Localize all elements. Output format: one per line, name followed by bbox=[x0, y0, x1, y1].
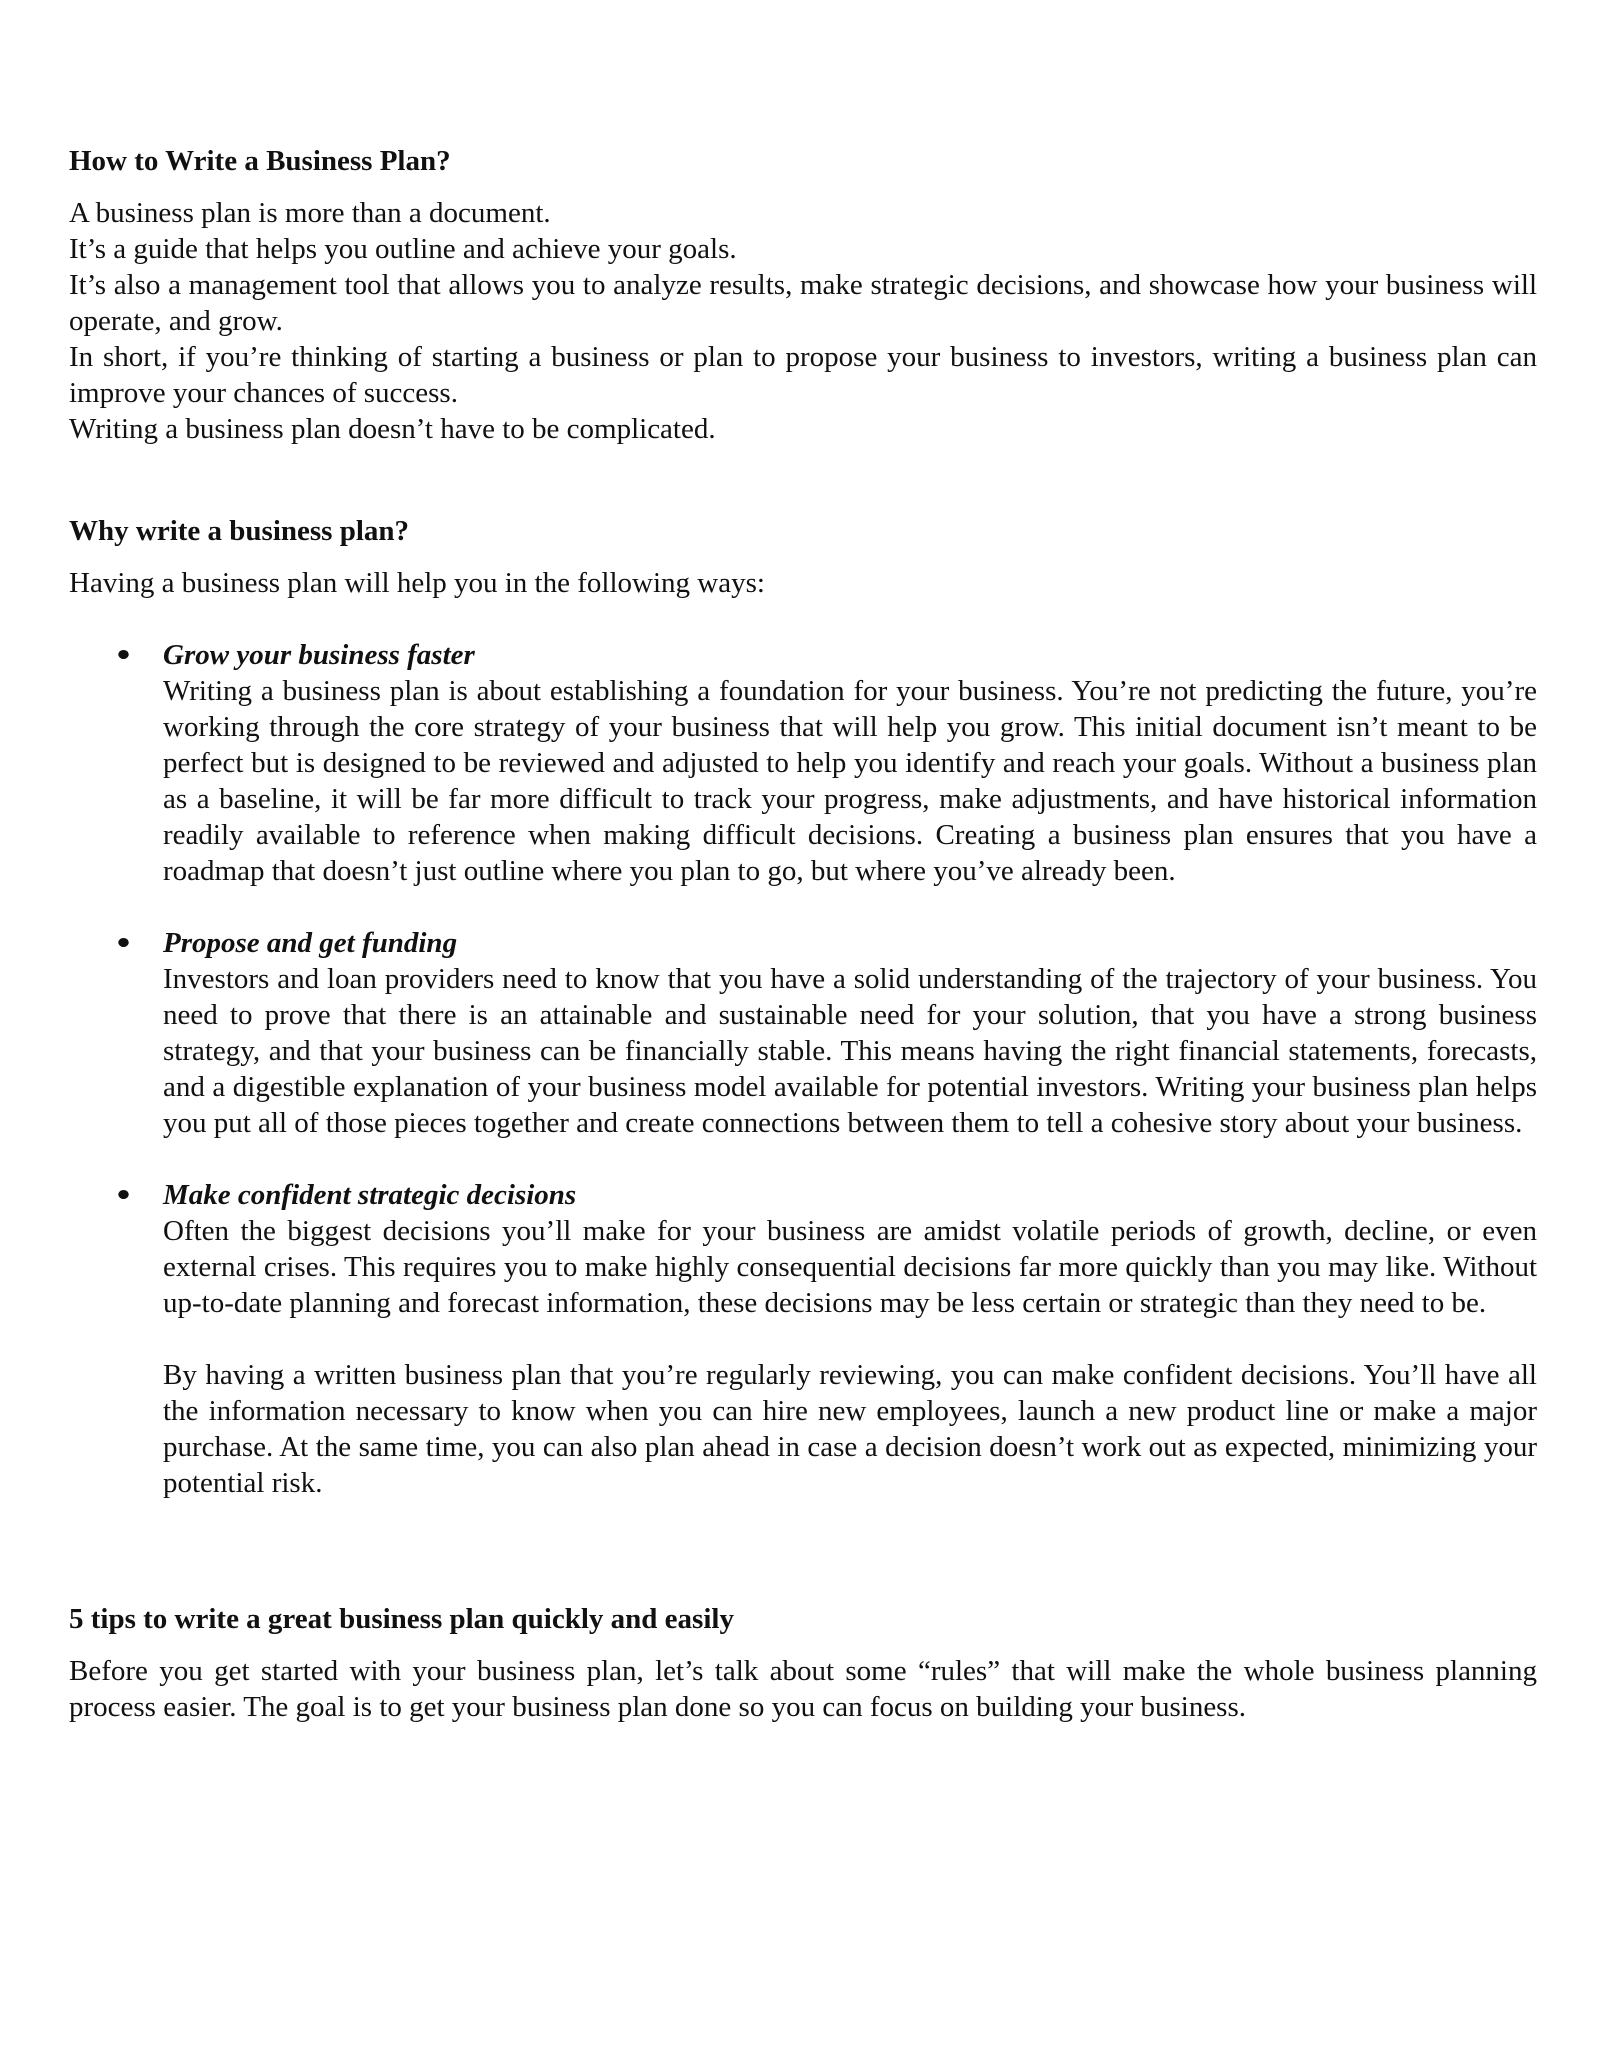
list-item bbox=[69, 1177, 1537, 1501]
bullet-icon bbox=[117, 649, 130, 661]
intro-line: A business plan is more than a document. bbox=[69, 197, 551, 229]
section-why-write bbox=[69, 513, 1537, 1501]
reason-text: Writing a business plan is about establishing a foundation for your business. You’re not predicting the future, you’re working through the core strategy of your business that will help you grow. This initial document isn’t meant to be perfect but is designed to be reviewed and adjusted to help you identify and reach your goals. Without a business plan as a baseline, it will be far more difficult to track your progress, make adjustments, and have historical information readily available to reference when making difficult decisions. Creating a business plan ensures that you have a roadmap that doesn’t just outline where you plan to go, but where you’ve already been. bbox=[163, 675, 1537, 887]
intro-paragraph bbox=[69, 195, 1537, 447]
section-how-to-write bbox=[69, 143, 1537, 447]
document-page bbox=[69, 143, 1537, 1725]
section-heading: Why write a business plan? bbox=[69, 515, 410, 547]
section-tips bbox=[69, 1601, 1537, 1725]
section-body: Before you get started with your business plan, let’s talk about some “rules” that will make the whole business planning process easier. The goal is to get your business plan done so you can focus on building your business. bbox=[69, 1655, 1537, 1723]
reasons-list bbox=[69, 637, 1537, 1501]
reason-title: Propose and get funding bbox=[163, 927, 458, 959]
bullet-icon bbox=[117, 1189, 130, 1201]
reason-text: Investors and loan providers need to know that you have a solid understanding of the trajectory of your business. You need to prove that there is an attainable and sustainable need for your solution, that you have a strong business strategy, and that your business can be financially stable. This means having the right financial statements, forecasts, and a digestible explanation of your business model available for potential investors. Writing your business plan helps you put all of those pieces together and create connections between them to tell a cohesive story about your business. bbox=[163, 963, 1537, 1139]
intro-line: It’s also a management tool that allows you to analyze results, make strategic decisions, and showcase how your business will operate, and grow. bbox=[69, 269, 1537, 337]
reason-text: By having a written business plan that you’re regularly reviewing, you can make confident decisions. You’ll have all the information necessary to know when you can hire new employees, launch a new product line or make a major purchase. At the same time, you can also plan ahead in case a decision doesn’t work out as expected, minimizing your potential risk. bbox=[163, 1359, 1537, 1499]
bullet-icon bbox=[117, 937, 130, 949]
intro-line: Writing a business plan doesn’t have to be complicated. bbox=[69, 413, 716, 445]
list-item bbox=[69, 637, 1537, 889]
reason-title: Make confident strategic decisions bbox=[163, 1179, 577, 1211]
intro-line: It’s a guide that helps you outline and achieve your goals. bbox=[69, 233, 737, 265]
section-intro: Having a business plan will help you in the following ways: bbox=[69, 567, 765, 599]
reason-text: Often the biggest decisions you’ll make for your business are amidst volatile periods of growth, decline, or even external crises. This requires you to make highly consequential decisions far more quickly than you may like. Without up-to-date planning and forecast information, these decisions may be less certain or strategic than they need to be. bbox=[163, 1215, 1537, 1319]
section-heading: 5 tips to write a great business plan quickly and easily bbox=[69, 1603, 734, 1635]
list-item bbox=[69, 925, 1537, 1141]
intro-line: In short, if you’re thinking of starting a business or plan to propose your business to investors, writing a business plan can improve your chances of success. bbox=[69, 341, 1537, 409]
section-heading: How to Write a Business Plan? bbox=[69, 145, 451, 177]
reason-title: Grow your business faster bbox=[163, 639, 475, 671]
